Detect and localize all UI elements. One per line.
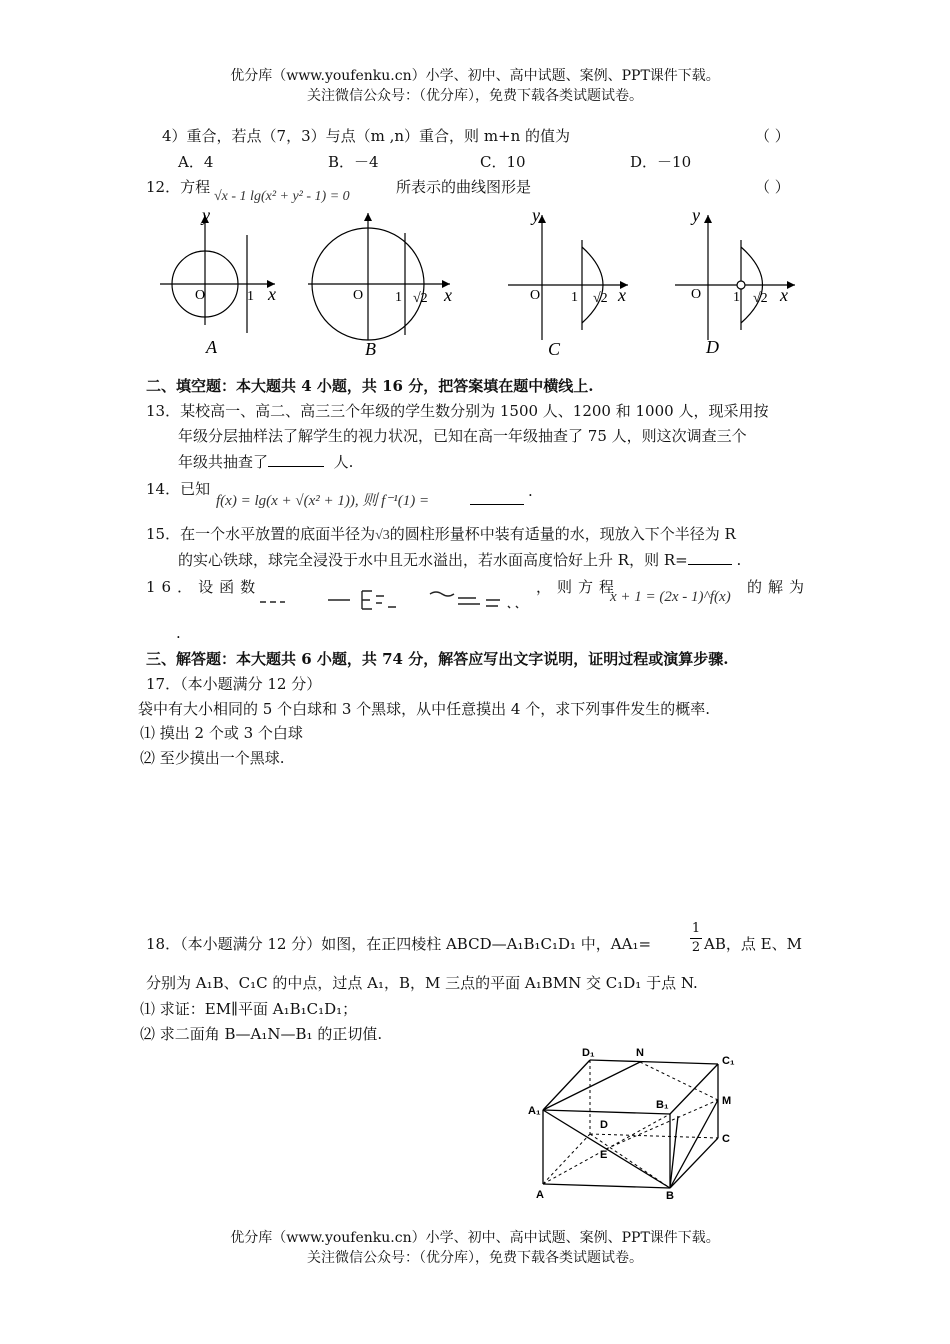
q13-line3b: 人. [333, 453, 354, 471]
q18-head-tail: AB，点 E、M [704, 935, 802, 953]
graph-d-tick1: 1 [733, 290, 740, 305]
graph-d-origin: O [691, 287, 702, 302]
graph-c-tick1: 1 [571, 290, 578, 305]
q13-line1: 13．某校高一、高二、高三三个年级的学生数分别为 1500 人、1200 和 1000 人，现采用按 [146, 402, 769, 420]
graph-b-tick-sqrt2: √2 [413, 291, 428, 306]
page-footer-line1: 优分库（www.youfenku.cn）小学、初中、高中试题、案例、PPT课件下载。 [230, 1230, 720, 1246]
q13-blank[interactable] [268, 466, 324, 467]
q15-line2-text: 的实心铁球，球完全浸没于水中且无水溢出，若水面高度恰好上升 R，则 R= [178, 551, 688, 569]
q14-formula: f(x) = lg(x + √(x² + 1)), 则 f⁻¹(1) = [216, 493, 430, 509]
q18-frac-bar [690, 938, 702, 939]
page-header-line1: 优分库（www.youfenku.cn）小学、初中、高中试题、案例、PPT课件下载。 [230, 68, 720, 84]
q15-line2-end: . [736, 551, 742, 569]
q11-option-a: A．4 [178, 153, 214, 171]
q14-end: . [528, 482, 533, 500]
q12-paren: （ ） [755, 178, 790, 196]
q13-line3a: 年级共抽查了 [178, 453, 269, 471]
q18-head: 18．（本小题满分 12 分）如图，在正四棱柱 ABCD—A₁B₁C₁D₁ 中，AA₁= [146, 935, 652, 953]
fig18-label-C1: C₁ [722, 1055, 735, 1067]
section3-title: 三、解答题：本大题共 6 小题，共 74 分，解答应写出文字说明，证明过程或演算步骤. [146, 650, 729, 668]
q16-formula: x + 1 = (2x - 1)^f(x) [610, 589, 731, 605]
graph-b [308, 213, 452, 359]
q13-line3 [178, 451, 353, 473]
page-header-line2: 关注微信公众号：（优分库），免费下载各类试题试卷。 [307, 88, 643, 104]
fig18-label-C: C [722, 1133, 730, 1145]
graph-b-tick1: 1 [395, 290, 402, 305]
graph-c-origin: O [530, 288, 541, 303]
q11-option-b: B．－4 [328, 153, 379, 171]
q12-formula: √x - 1 lg(x² + y² - 1) = 0 [214, 189, 350, 204]
fig18-label-A1: A₁ [528, 1105, 541, 1117]
graph-c [508, 205, 628, 359]
fig18-label-D: D [600, 1119, 608, 1131]
graph-a-y: y [202, 205, 210, 225]
graph-b-label: B [365, 339, 376, 359]
q17-part1: ⑴ 摸出 2 个或 3 个白球 [140, 724, 303, 742]
section2-title: 二、填空题：本大题共 4 小题，共 16 分，把答案填在题中横线上. [146, 377, 594, 395]
q18-part2: ⑵ 求二面角 B—A₁N—B₁ 的正切值. [140, 1025, 383, 1043]
graph-c-x: x [618, 285, 626, 305]
page-footer-line2: 关注微信公众号：（优分库），免费下载各类试题试卷。 [307, 1250, 643, 1266]
q11-paren: （ ） [755, 127, 790, 145]
q18-fraction [690, 922, 702, 955]
q16-mid: ，则方程 [536, 578, 621, 596]
q16-garbled-formula [258, 586, 530, 612]
graph-c-y: y [532, 205, 540, 225]
graph-d-tick-sqrt2: √2 [753, 291, 768, 306]
q18-frac-den: 2 [691, 940, 701, 955]
q16-dot: . [176, 624, 181, 642]
graph-a-origin: O [195, 288, 206, 303]
q18-part1: ⑴ 求证：EM∥平面 A₁B₁C₁D₁； [140, 1000, 358, 1018]
graph-b-x: x [444, 285, 452, 305]
graph-a-tick1: 1 [247, 289, 254, 304]
q16-tail: 的解为 [747, 578, 811, 596]
fig18-label-N: N [636, 1047, 644, 1059]
fig18-label-E: E [600, 1149, 608, 1161]
q17-head: 17．（本小题满分 12 分） [146, 675, 322, 693]
fig18-label-D1: D₁ [582, 1047, 595, 1059]
q15-sqrt3: √3 [375, 528, 390, 543]
fig18-label-B1: B₁ [656, 1099, 669, 1111]
q17-part2: ⑵ 至少摸出一个黑球. [140, 749, 285, 767]
graph-a-label: A [206, 337, 217, 357]
graph-d-y: y [692, 205, 700, 225]
q15-line1 [146, 523, 736, 547]
graph-d-label: D [706, 337, 719, 357]
q12-tail: 所表示的曲线图形是 [396, 178, 532, 196]
q18-prism-figure [528, 1042, 758, 1202]
q18-frac-num: 1 [691, 921, 701, 936]
graph-b-origin: O [353, 288, 364, 303]
q11-option-c: C．10 [480, 153, 526, 171]
q15-line1a: 15．在一个水平放置的底面半径为 [146, 525, 376, 543]
graph-d [675, 205, 795, 357]
graph-c-tick-sqrt2: √2 [593, 291, 608, 306]
q14-blank[interactable] [470, 490, 524, 505]
q12-graphs [150, 205, 810, 365]
q17-body: 袋中有大小相同的 5 个白球和 3 个黑球，从中任意摸出 4 个，求下列事件发生的概率. [138, 700, 711, 718]
graph-d-x: x [780, 285, 788, 305]
q16-num: 16．设函数 [146, 578, 262, 596]
graph-a [160, 205, 276, 357]
fig18-label-M: M [722, 1095, 732, 1107]
q12-num: 12．方程 [146, 178, 211, 196]
q15-line2 [178, 549, 741, 571]
q15-blank[interactable] [688, 564, 732, 565]
q14-num: 14．已知 [146, 480, 211, 498]
q11-option-d: D．－10 [630, 153, 692, 171]
graph-d-open-point [737, 281, 745, 289]
q18-line2: 分别为 A₁B、C₁C 的中点，过点 A₁，B，M 三点的平面 A₁BMN 交 C₁D₁ 于点 N. [146, 974, 698, 992]
graph-c-label: C [548, 339, 561, 359]
q15-line1b: 的圆柱形量杯中装有适量的水，现放入下个半径为 R [389, 525, 736, 543]
graph-a-x: x [268, 284, 276, 304]
fig18-label-A: A [536, 1189, 544, 1201]
fig18-label-B: B [666, 1190, 674, 1202]
q13-line2: 年级分层抽样法了解学生的视力状况，已知在高一年级抽查了 75 人，则这次调查三个 [178, 427, 747, 445]
q11-text: 4）重合，若点（7，3）与点（m ,n）重合，则 m+n 的值为 [162, 127, 571, 145]
